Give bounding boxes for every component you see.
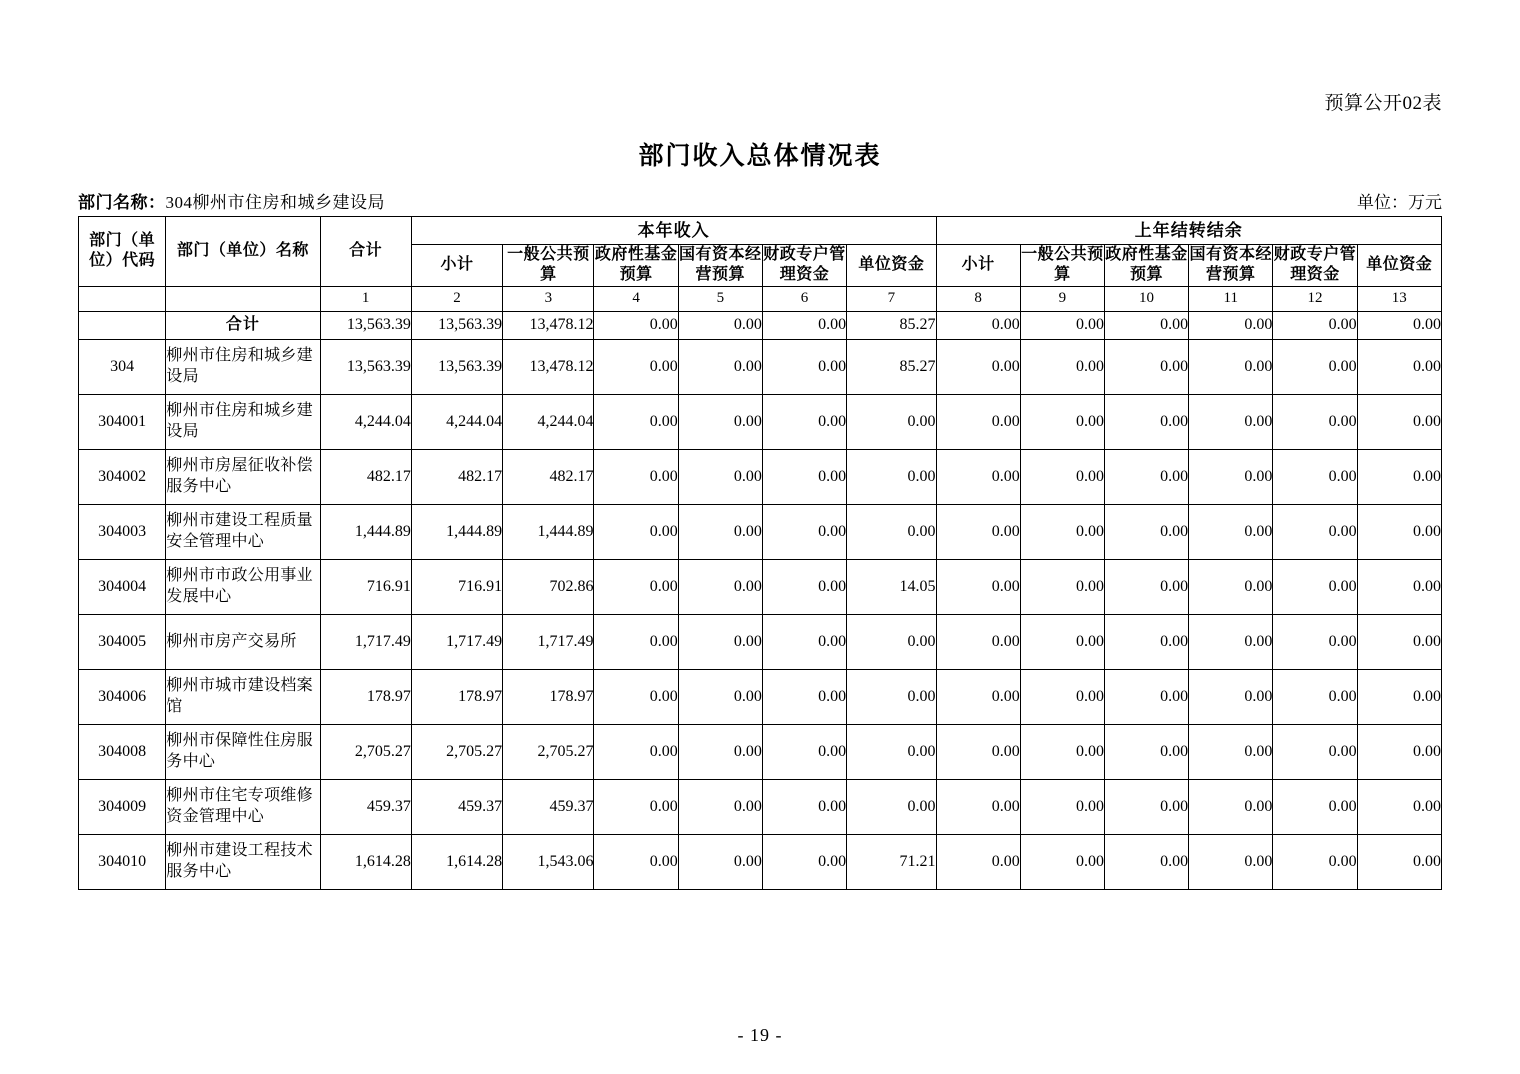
cell-value-4: 0.00 — [594, 779, 678, 834]
colnum-10: 10 — [1104, 286, 1188, 311]
th-dept-name: 部门（单位）名称 — [166, 217, 320, 287]
colnum-blank-name — [166, 286, 320, 311]
cell-value-8: 0.00 — [936, 339, 1020, 394]
cell-value-10: 0.00 — [1104, 449, 1188, 504]
cell-value-2: 178.97 — [411, 669, 502, 724]
cell-value-2: 4,244.04 — [411, 394, 502, 449]
cell-value-5: 0.00 — [678, 394, 762, 449]
meta-row — [78, 188, 1442, 213]
cell-value-8: 0.00 — [936, 669, 1020, 724]
cell-value-3: 4,244.04 — [503, 394, 594, 449]
cell-value-10: 0.00 — [1104, 614, 1188, 669]
colnum-13: 13 — [1357, 286, 1441, 311]
cell-value-3: 13,478.12 — [503, 311, 594, 339]
cell-dept-code — [79, 311, 166, 339]
cell-dept-name: 合计 — [166, 311, 320, 339]
cell-value-12: 0.00 — [1273, 311, 1357, 339]
cell-value-1: 178.97 — [320, 669, 411, 724]
cell-value-2: 1,717.49 — [411, 614, 502, 669]
cell-value-13: 0.00 — [1357, 394, 1441, 449]
colnum-11: 11 — [1189, 286, 1273, 311]
table-column-number-row — [79, 286, 1442, 311]
cell-dept-code: 304 — [79, 339, 166, 394]
table-body — [79, 311, 1442, 889]
cell-value-12: 0.00 — [1273, 559, 1357, 614]
cell-value-3: 13,478.12 — [503, 339, 594, 394]
cell-dept-name: 柳州市房屋征收补偿服务中心 — [166, 449, 320, 504]
table-group-header-row — [79, 217, 1442, 245]
cell-value-5: 0.00 — [678, 724, 762, 779]
cell-value-9: 0.00 — [1020, 834, 1104, 889]
th-pc-state-capital-budget: 国有资本经营预算 — [1189, 245, 1273, 287]
cell-value-4: 0.00 — [594, 394, 678, 449]
cell-value-3: 1,717.49 — [503, 614, 594, 669]
cell-value-8: 0.00 — [936, 724, 1020, 779]
cell-value-8: 0.00 — [936, 614, 1020, 669]
cell-value-5: 0.00 — [678, 311, 762, 339]
th-cy-gov-fund-budget: 政府性基金预算 — [594, 245, 678, 287]
cell-value-6: 0.00 — [762, 394, 846, 449]
cell-value-9: 0.00 — [1020, 779, 1104, 834]
th-pc-fiscal-account-funds: 财政专户管理资金 — [1273, 245, 1357, 287]
cell-value-10: 0.00 — [1104, 779, 1188, 834]
cell-value-1: 482.17 — [320, 449, 411, 504]
cell-value-7: 0.00 — [847, 669, 936, 724]
cell-value-11: 0.00 — [1189, 394, 1273, 449]
colnum-5: 5 — [678, 286, 762, 311]
th-cy-unit-funds: 单位资金 — [847, 245, 936, 287]
cell-value-6: 0.00 — [762, 504, 846, 559]
th-group-prior-carryover: 上年结转结余 — [936, 217, 1442, 245]
budget-table — [78, 216, 1442, 890]
cell-value-12: 0.00 — [1273, 724, 1357, 779]
cell-value-11: 0.00 — [1189, 559, 1273, 614]
cell-value-13: 0.00 — [1357, 339, 1441, 394]
table-row — [79, 504, 1442, 559]
cell-value-6: 0.00 — [762, 669, 846, 724]
cell-value-1: 13,563.39 — [320, 339, 411, 394]
cell-value-6: 0.00 — [762, 614, 846, 669]
cell-value-1: 4,244.04 — [320, 394, 411, 449]
table-row — [79, 614, 1442, 669]
department-label-text: 部门名称： — [78, 193, 166, 212]
table-row — [79, 449, 1442, 504]
cell-value-7: 0.00 — [847, 779, 936, 834]
colnum-4: 4 — [594, 286, 678, 311]
colnum-12: 12 — [1273, 286, 1357, 311]
cell-value-13: 0.00 — [1357, 449, 1441, 504]
cell-value-1: 1,614.28 — [320, 834, 411, 889]
cell-value-2: 13,563.39 — [411, 311, 502, 339]
cell-value-10: 0.00 — [1104, 394, 1188, 449]
cell-value-1: 2,705.27 — [320, 724, 411, 779]
cell-value-5: 0.00 — [678, 504, 762, 559]
colnum-3: 3 — [503, 286, 594, 311]
cell-dept-name: 柳州市建设工程技术服务中心 — [166, 834, 320, 889]
cell-value-9: 0.00 — [1020, 559, 1104, 614]
cell-value-11: 0.00 — [1189, 449, 1273, 504]
cell-dept-name: 柳州市住宅专项维修资金管理中心 — [166, 779, 320, 834]
cell-value-10: 0.00 — [1104, 724, 1188, 779]
cell-value-10: 0.00 — [1104, 339, 1188, 394]
cell-dept-code: 304005 — [79, 614, 166, 669]
table-row — [79, 834, 1442, 889]
cell-value-1: 1,444.89 — [320, 504, 411, 559]
cell-value-4: 0.00 — [594, 834, 678, 889]
cell-value-4: 0.00 — [594, 614, 678, 669]
cell-value-11: 0.00 — [1189, 614, 1273, 669]
cell-value-6: 0.00 — [762, 724, 846, 779]
cell-value-3: 702.86 — [503, 559, 594, 614]
cell-value-7: 0.00 — [847, 504, 936, 559]
th-pc-general-public-budget: 一般公共预算 — [1020, 245, 1104, 287]
cell-value-7: 0.00 — [847, 449, 936, 504]
cell-value-4: 0.00 — [594, 449, 678, 504]
cell-value-4: 0.00 — [594, 559, 678, 614]
cell-value-9: 0.00 — [1020, 724, 1104, 779]
colnum-1: 1 — [320, 286, 411, 311]
cell-value-12: 0.00 — [1273, 504, 1357, 559]
cell-value-9: 0.00 — [1020, 339, 1104, 394]
cell-value-7: 71.21 — [847, 834, 936, 889]
cell-value-7: 14.05 — [847, 559, 936, 614]
cell-value-11: 0.00 — [1189, 339, 1273, 394]
colnum-2: 2 — [411, 286, 502, 311]
cell-value-13: 0.00 — [1357, 724, 1441, 779]
th-pc-subtotal: 小计 — [936, 245, 1020, 287]
cell-value-1: 13,563.39 — [320, 311, 411, 339]
cell-value-3: 459.37 — [503, 779, 594, 834]
th-cy-general-public-budget: 一般公共预算 — [503, 245, 594, 287]
cell-value-4: 0.00 — [594, 339, 678, 394]
cell-value-12: 0.00 — [1273, 614, 1357, 669]
cell-value-9: 0.00 — [1020, 614, 1104, 669]
cell-value-13: 0.00 — [1357, 311, 1441, 339]
cell-value-12: 0.00 — [1273, 449, 1357, 504]
colnum-7: 7 — [847, 286, 936, 311]
cell-dept-code: 304002 — [79, 449, 166, 504]
cell-value-3: 482.17 — [503, 449, 594, 504]
cell-value-1: 459.37 — [320, 779, 411, 834]
cell-value-7: 0.00 — [847, 724, 936, 779]
cell-value-11: 0.00 — [1189, 504, 1273, 559]
cell-value-2: 13,563.39 — [411, 339, 502, 394]
department-name: 304柳州市住房和城乡建设局 — [165, 193, 385, 212]
cell-value-11: 0.00 — [1189, 834, 1273, 889]
cell-value-8: 0.00 — [936, 449, 1020, 504]
page-number: - 19 - — [737, 1025, 783, 1045]
cell-value-3: 2,705.27 — [503, 724, 594, 779]
cell-value-9: 0.00 — [1020, 311, 1104, 339]
form-tag: 预算公开02表 — [1324, 93, 1442, 114]
cell-value-8: 0.00 — [936, 394, 1020, 449]
colnum-9: 9 — [1020, 286, 1104, 311]
cell-value-11: 0.00 — [1189, 669, 1273, 724]
cell-value-10: 0.00 — [1104, 834, 1188, 889]
cell-value-10: 0.00 — [1104, 311, 1188, 339]
cell-dept-code: 304001 — [79, 394, 166, 449]
colnum-8: 8 — [936, 286, 1020, 311]
cell-value-7: 0.00 — [847, 394, 936, 449]
cell-dept-name: 柳州市住房和城乡建设局 — [166, 394, 320, 449]
cell-value-10: 0.00 — [1104, 669, 1188, 724]
cell-value-11: 0.00 — [1189, 311, 1273, 339]
cell-value-5: 0.00 — [678, 614, 762, 669]
cell-dept-code: 304004 — [79, 559, 166, 614]
colnum-6: 6 — [762, 286, 846, 311]
cell-value-12: 0.00 — [1273, 339, 1357, 394]
cell-value-2: 716.91 — [411, 559, 502, 614]
table-row — [79, 559, 1442, 614]
cell-value-12: 0.00 — [1273, 834, 1357, 889]
cell-value-9: 0.00 — [1020, 504, 1104, 559]
cell-value-7: 0.00 — [847, 614, 936, 669]
cell-value-9: 0.00 — [1020, 394, 1104, 449]
th-cy-subtotal: 小计 — [411, 245, 502, 287]
cell-value-13: 0.00 — [1357, 779, 1441, 834]
table-row — [79, 311, 1442, 339]
cell-value-9: 0.00 — [1020, 449, 1104, 504]
cell-value-7: 85.27 — [847, 311, 936, 339]
cell-value-13: 0.00 — [1357, 669, 1441, 724]
cell-dept-name: 柳州市建设工程质量安全管理中心 — [166, 504, 320, 559]
cell-value-2: 1,614.28 — [411, 834, 502, 889]
cell-value-2: 1,444.89 — [411, 504, 502, 559]
cell-dept-name: 柳州市城市建设档案馆 — [166, 669, 320, 724]
cell-value-2: 459.37 — [411, 779, 502, 834]
th-group-current-year: 本年收入 — [411, 217, 936, 245]
table-row — [79, 724, 1442, 779]
cell-value-5: 0.00 — [678, 559, 762, 614]
th-cy-state-capital-budget: 国有资本经营预算 — [678, 245, 762, 287]
cell-value-6: 0.00 — [762, 559, 846, 614]
cell-value-10: 0.00 — [1104, 559, 1188, 614]
cell-value-8: 0.00 — [936, 834, 1020, 889]
cell-value-12: 0.00 — [1273, 669, 1357, 724]
cell-dept-name: 柳州市市政公用事业发展中心 — [166, 559, 320, 614]
cell-value-6: 0.00 — [762, 449, 846, 504]
cell-value-8: 0.00 — [936, 779, 1020, 834]
th-cy-fiscal-account-funds: 财政专户管理资金 — [762, 245, 846, 287]
cell-value-7: 85.27 — [847, 339, 936, 394]
cell-value-1: 716.91 — [320, 559, 411, 614]
cell-value-6: 0.00 — [762, 834, 846, 889]
cell-value-13: 0.00 — [1357, 834, 1441, 889]
cell-value-5: 0.00 — [678, 339, 762, 394]
cell-value-1: 1,717.49 — [320, 614, 411, 669]
cell-value-2: 482.17 — [411, 449, 502, 504]
table-row — [79, 669, 1442, 724]
cell-value-6: 0.00 — [762, 339, 846, 394]
th-total: 合计 — [320, 217, 411, 287]
cell-dept-code: 304006 — [79, 669, 166, 724]
cell-value-6: 0.00 — [762, 311, 846, 339]
cell-value-5: 0.00 — [678, 834, 762, 889]
table-row — [79, 339, 1442, 394]
cell-dept-code: 304008 — [79, 724, 166, 779]
cell-value-4: 0.00 — [594, 311, 678, 339]
cell-value-3: 178.97 — [503, 669, 594, 724]
cell-value-5: 0.00 — [678, 449, 762, 504]
table-row — [79, 394, 1442, 449]
cell-value-13: 0.00 — [1357, 559, 1441, 614]
cell-value-3: 1,543.06 — [503, 834, 594, 889]
cell-dept-code: 304009 — [79, 779, 166, 834]
cell-value-3: 1,444.89 — [503, 504, 594, 559]
th-dept-code: 部门（单位）代码 — [79, 217, 166, 287]
cell-dept-code: 304010 — [79, 834, 166, 889]
cell-value-8: 0.00 — [936, 311, 1020, 339]
th-pc-unit-funds: 单位资金 — [1357, 245, 1441, 287]
cell-value-4: 0.00 — [594, 724, 678, 779]
cell-dept-name: 柳州市房产交易所 — [166, 614, 320, 669]
cell-value-4: 0.00 — [594, 669, 678, 724]
cell-value-10: 0.00 — [1104, 504, 1188, 559]
department-label — [78, 188, 385, 213]
cell-value-12: 0.00 — [1273, 394, 1357, 449]
unit-label: 单位：万元 — [1357, 193, 1442, 212]
cell-value-13: 0.00 — [1357, 504, 1441, 559]
cell-value-2: 2,705.27 — [411, 724, 502, 779]
cell-dept-name: 柳州市住房和城乡建设局 — [166, 339, 320, 394]
th-pc-gov-fund-budget: 政府性基金预算 — [1104, 245, 1188, 287]
table-row — [79, 779, 1442, 834]
cell-value-8: 0.00 — [936, 504, 1020, 559]
cell-value-11: 0.00 — [1189, 779, 1273, 834]
cell-value-5: 0.00 — [678, 779, 762, 834]
cell-value-9: 0.00 — [1020, 669, 1104, 724]
colnum-blank-code — [79, 286, 166, 311]
page-title: 部门收入总体情况表 — [638, 143, 882, 170]
cell-dept-code: 304003 — [79, 504, 166, 559]
cell-value-5: 0.00 — [678, 669, 762, 724]
cell-dept-name: 柳州市保障性住房服务中心 — [166, 724, 320, 779]
cell-value-4: 0.00 — [594, 504, 678, 559]
cell-value-8: 0.00 — [936, 559, 1020, 614]
cell-value-11: 0.00 — [1189, 724, 1273, 779]
cell-value-6: 0.00 — [762, 779, 846, 834]
cell-value-13: 0.00 — [1357, 614, 1441, 669]
cell-value-12: 0.00 — [1273, 779, 1357, 834]
